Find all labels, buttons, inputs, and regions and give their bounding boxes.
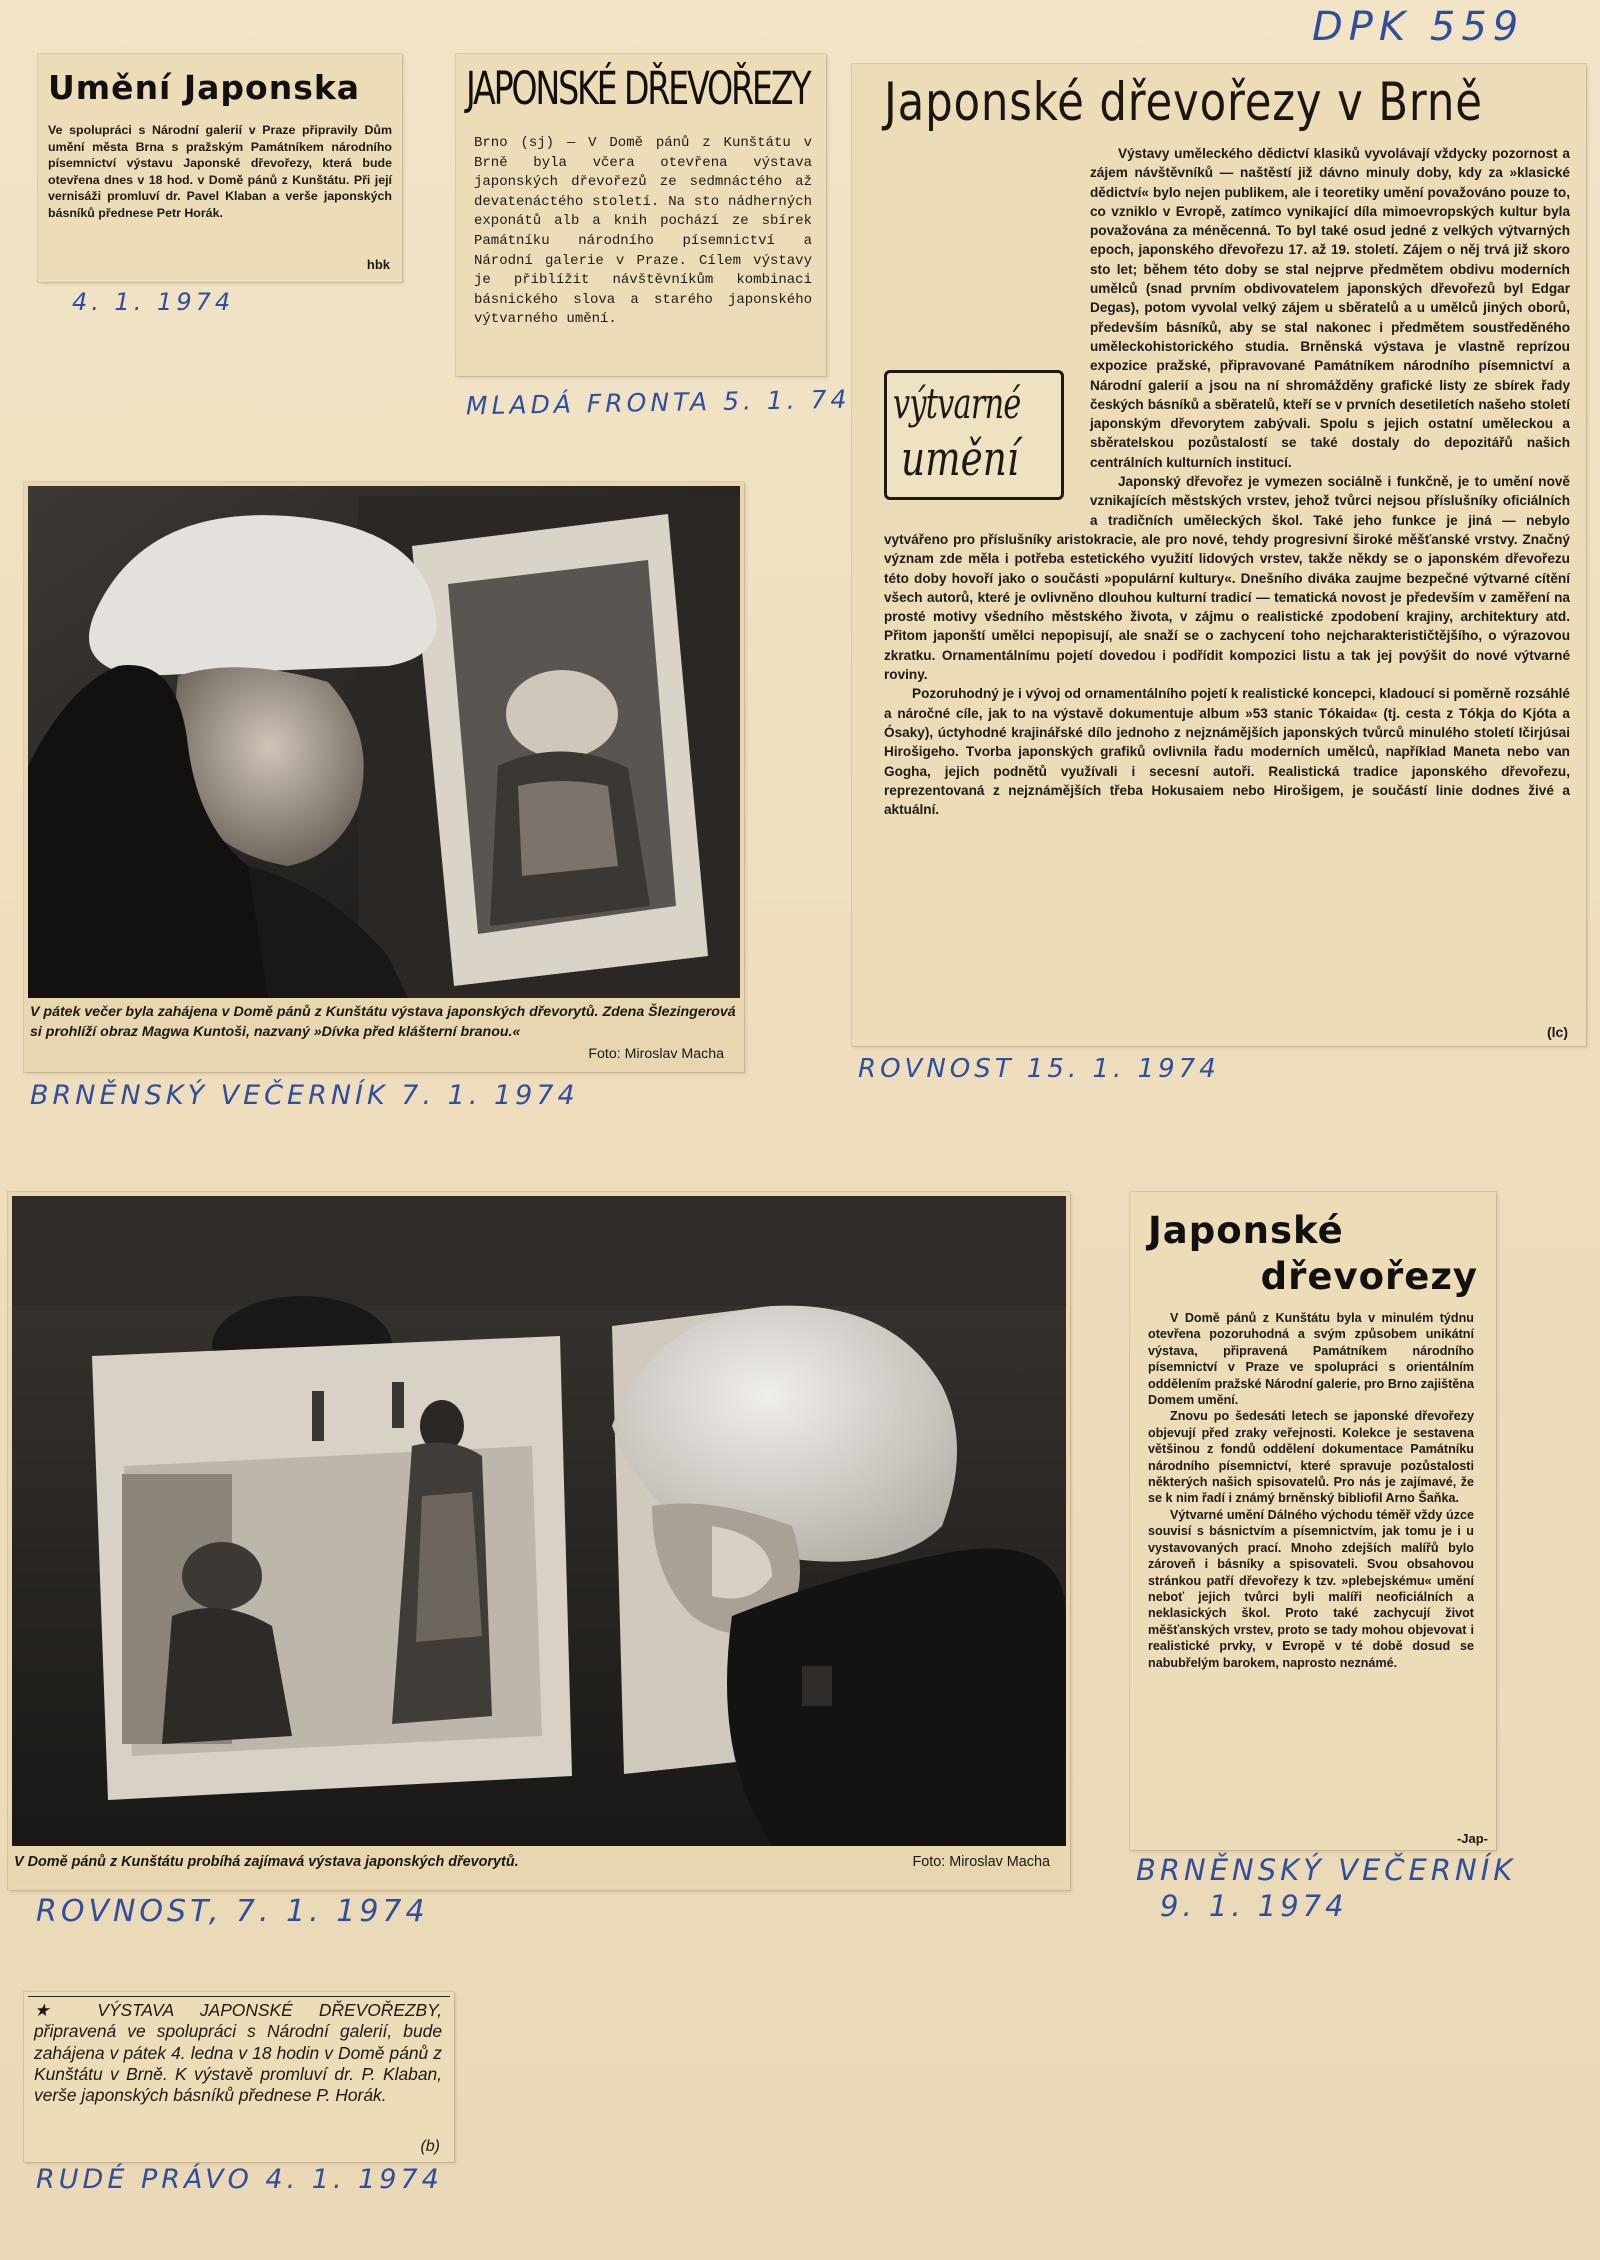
article-paragraph: Pozoruhodný je i vývoj od ornamentálního pojetí k realistické koncepci, kladoucí si poměrně rozsáhlé a náročné cíle, jak to na výstavě dokumentuje album »53 stanic Tókaida« (tj. cesta z Tókja do Kjóta a Ósaky), úctyhodné krajinářské dílo jednoho z nejznámějších japonských tvůrců minulého století Ičirjúsai Hirošigeho. Tvorba japonských grafiků ovlivnila řadu moderních umělců, například Maneta nebo van Gogha, jejich podnětů využívali i secesní autoři. Realistická tradice japonského dřevořezu, reprezentovaná z nejznámějších třeba Hokusaiem nebo Hirošigem, je součástí linie dodnes živé a aktuální. bbox=[884, 686, 1570, 818]
clipping-body: ★ VÝSTAVA JAPONSKÉ DŘEVOŘEZBY, připravená ve spolupráci s Národní galerií, bude zahájena v pátek 4. ledna v 18 hodin v Domě pánů z Kunštátu v Brně. K výstavě promluví dr. P. Klaban, verše japonských básníků přednese P. Horák. bbox=[34, 2000, 442, 2106]
photo-woman-viewing-print bbox=[28, 486, 740, 998]
section-stamp-line1: výtvarné bbox=[893, 379, 1021, 428]
exhibition-photo bbox=[28, 486, 740, 998]
article-paragraph: V Domě pánů z Kunštátu byla v minulém týdnu otevřena pozoruhodná a svým způsobem unikátní výstava, připravená Památníkem národního písemnictví v Praze ve spolupráci s orientálním oddělením pražské Národní galerie, pro Brno zajištěna Domem umění. bbox=[1148, 1311, 1474, 1408]
photo-caption bbox=[14, 1850, 1064, 1884]
photo-caption bbox=[30, 1002, 738, 1066]
article-paragraph: Znovu po šedesáti letech se japonské dřevořezy objevují před zraky veřejnosti. Kolekce je sestavena většinou z fondů oddělení dokumentace Památníku národního písemnictví, které spravuje pozůstalosti některých našich spisovatelů. Pro nás je zajímavé, že se k nim řadí i známý brněnský bibliofil Arno Šaňka. bbox=[1148, 1409, 1474, 1506]
archive-mark: DPK 559 bbox=[1312, 4, 1525, 50]
section-stamp-line2: umění bbox=[901, 431, 1019, 487]
divider-rule bbox=[28, 1996, 450, 1997]
photo-clipping-2 bbox=[8, 1192, 1070, 1890]
handwritten-source-note: BRNĚNSKÝ VEČERNÍK 7. 1. 1974 bbox=[30, 1080, 579, 1111]
clipping-title-line1: Japonské bbox=[1148, 1209, 1344, 1252]
clipping-title: Umění Japonska bbox=[48, 68, 361, 107]
handwritten-source-note: MLADÁ FRONTA 5. 1. 74 bbox=[465, 384, 851, 421]
clipping-umeni-japonska bbox=[38, 54, 402, 282]
handwritten-source-note: RUDÉ PRÁVO 4. 1. 1974 bbox=[36, 2164, 443, 2195]
handwritten-source-note-line2: 9. 1. 1974 bbox=[1160, 1889, 1348, 1923]
handwritten-source-note: 4. 1. 1974 bbox=[72, 288, 235, 316]
photo-clipping-1 bbox=[24, 482, 744, 1072]
clipping-japonske-drevorezy-bv bbox=[1130, 1192, 1496, 1850]
stamp-spacer bbox=[884, 360, 1082, 526]
clipping-title bbox=[1148, 1208, 1484, 1300]
clipping-body: Brno (sj) — V Domě pánů z Kunštátu v Brně byla včera otevřena výstava japonských dřevořezů ze sedmnáctého až devatenáctého století. Na sto nádherných exponátů alb a knih pochází ze sbírek Památníku národního písemnictví a Národní galerie v Praze. Cílem výstavy je přiblížit návštěvníkům kombinaci básnického slova a starého japonského výtvarného umění. bbox=[474, 135, 812, 328]
clipping-title: Japonské dřevořezy v Brně bbox=[884, 72, 1483, 133]
clipping-signature: (lc) bbox=[1547, 1024, 1568, 1040]
article-paragraph: Japonský dřevořez je vymezen sociálně i funkčně, je to umění nově vznikajících městských vrstev, jehož tvůrci nejsou příslušníky oficiálních a tradičních uměleckých škol. Také jeho funkce je jiná — nebylo vytvářeno pro příslušníky aristokracie, ale pro nové, tehdy progresivní široké měšťanské vrstvy. Značný význam zde měla i potřeba estetického využití lidových vrstev, takže někdy se o japonském dřevořezu této doby hovoří jako o součásti »populární kultury«. Dnešního diváka zaujme bezpečné výtvarné cítění všech autorů, které je ovlivněno dlouhou kulturní tradicí — tematická novost je především v zaměření na prosté motivy všedního městského života, v zájmu o realistické zpodobení krajiny, architektury atd. Přitom japonští umělci nepopisují, ale snaží se o zachycení toho nejcharakterističtějšího, o výrazovou zkratku. Ornamentálnímu pojetí dovedou i podřídit kompozici listu a tak jej povýšit do nové výtvarné roviny. bbox=[884, 474, 1570, 683]
article-paragraph: Výtvarné umění Dálného východu téměř vždy úzce souvisí s básnictvím a písemnictvím, jak tomu je i u vystavovaných prací. Mnoho zdejších malířů bylo zároveň i básníky a spisovateli. Svou obsahovou stránkou patří dřevořezy k tzv. »plebejskému« umění neboť jejich tvůrci byli malíři neoficiálních a neklasických škol. Proto také zachycují život měšťanských vrstev, proto se tady mohou objevovat i realistické prvky, v Evropě v té době dosud se nabubřelým barokem, naprosto neznámé. bbox=[1148, 1507, 1474, 1670]
handwritten-source-note: ROVNOST 15. 1. 1974 bbox=[858, 1054, 1220, 1084]
clipping-article bbox=[1148, 1310, 1474, 1671]
photo-credit: Foto: Miroslav Macha bbox=[912, 1854, 1050, 1870]
clipping-signature: (b) bbox=[420, 2138, 440, 2155]
photo-credit: Foto: Miroslav Macha bbox=[588, 1046, 724, 1062]
clipping-rude-pravo bbox=[24, 1992, 454, 2162]
clipping-signature: -Jap- bbox=[1456, 1831, 1488, 1846]
caption-text: V pátek večer byla zahájena v Domě pánů z Kunštátu výstava japonských dřevorytů. Zdena Šlezingerová si prohlíží obraz Magwa Kuntoši, nazvaný »Dívka před klášterní branou.« bbox=[30, 1004, 736, 1040]
exhibition-photo bbox=[12, 1196, 1066, 1846]
clipping-article bbox=[884, 144, 1570, 819]
handwritten-source-note: ROVNOST, 7. 1. 1974 bbox=[36, 1894, 429, 1929]
photo-visitor-viewing-print bbox=[12, 1196, 1066, 1846]
handwritten-source-note-line1: BRNĚNSKÝ VEČERNÍK bbox=[1136, 1853, 1517, 1887]
clipping-japonske-drevorezy-v-brne bbox=[852, 64, 1586, 1046]
clipping-japonske-drevorezy-mf bbox=[456, 54, 826, 376]
clipping-body: Ve spolupráci s Národní galerií v Praze připravily Dům umění města Brna s pražským Památníkem národního písemnictví výstavu Japonské dřevořezy, která bude otevřena dnes v 18 hod. v Domě pánů z Kunštátu. Při její vernisáži promluví dr. Pavel Klaban a verše japonských básníků přednese Petr Horák. bbox=[48, 123, 392, 220]
clipping-title-line2: dřevořezy bbox=[1260, 1255, 1478, 1298]
article-paragraph: Výstavy uměleckého dědictví klasiků vyvolávají vždycky pozornost a zájem návštěvníků — naštěstí již dávno minuly doby, kdy za »klasické dědictví« bylo nejen publikem, ale i teoretiky umění považováno pouze to, co vzniklo v Evropě, zatímco vynikající díla mimoevropských kultur byla považována za méněcenná. To byl také osud jedné z velkých výtvarných epoch, japonského dřevořezu 17. až 19. století. Zájem o něj trvá již skoro sto let; během této doby se stal nejprve předmětem obdivu moderních umělců (snad prvním obdivovatelem japonských dřevořezů byl Edgar Degas), potom vyvolal velký zájem u sběratelů a u umělců jiných oborů, především básníků, aby se stal nakonec i předmětem soustředěného uměleckohistorického studia. Brněnská výstava je vlastně reprízou expozice pražské, připravované Památníkem národního písemnictví a Národní galerií a jsou na ní shromážděny grafické listy ze sbírek řady českých básníků a sběratelů, kteří se v prvních desetiletích našeho století japonským dřevorytem zabývali. Spolu s jejich ostatní uměleckou a sběratelskou pozůstalostí se také dostaly do depozitářů našich centrálních kulturních institucí. bbox=[1090, 146, 1570, 470]
caption-text: V Domě pánů z Kunštátu probíhá zajímavá výstava japonských dřevorytů. bbox=[14, 1854, 519, 1870]
clipping-signature: hbk bbox=[366, 257, 390, 272]
clipping-title: JAPONSKÉ DŘEVOŘEZY bbox=[466, 62, 810, 115]
handwritten-source-note bbox=[1136, 1852, 1516, 1924]
